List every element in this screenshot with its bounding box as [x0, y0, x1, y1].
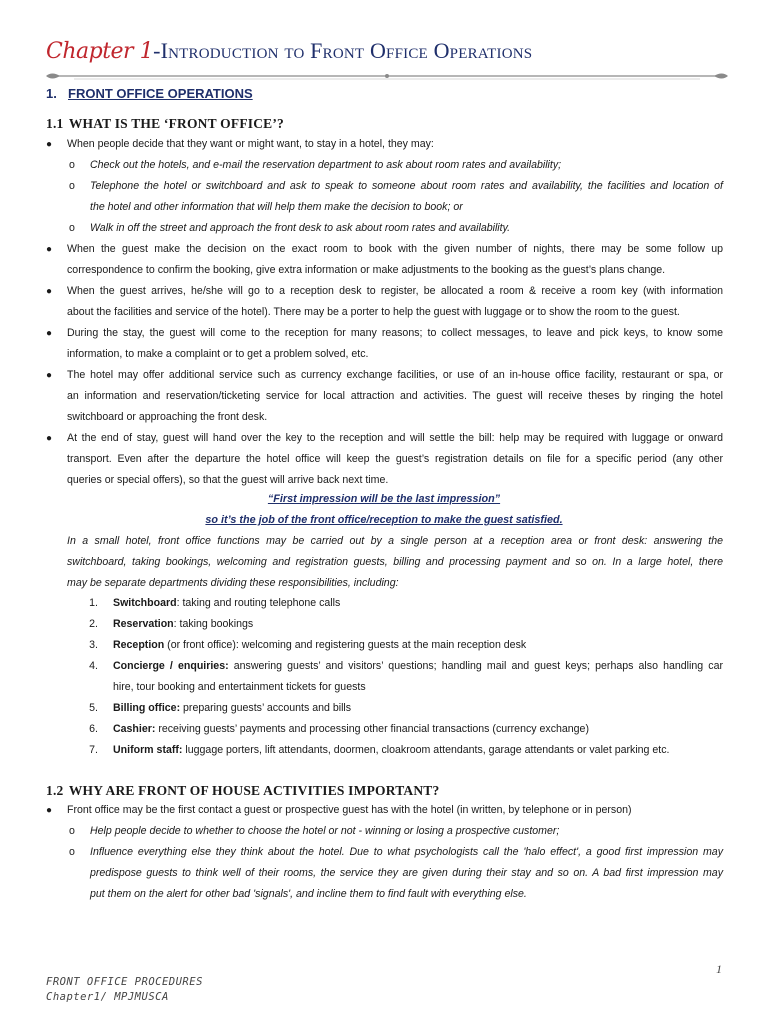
small-hotel-paragraph-line: may be separate departments dividing these responsibilities, including: [67, 577, 399, 589]
department-item [113, 618, 723, 631]
s11-sub-bullet-marker: o [69, 222, 75, 234]
department-term: Reception [113, 639, 165, 651]
s11-sub-bullet-text: Walk in off the street and approach the front desk to ask about room rates and availability. [90, 222, 511, 234]
department-number: 4. [89, 660, 98, 672]
subsection-title: WHAT IS THE ‘FRONT OFFICE’? [68, 116, 285, 131]
s11-bullet-text: When the guest make the decision on the exact room to book with the given number of nights, there may be some follow up [67, 243, 723, 255]
department-description: : taking bookings [173, 618, 254, 630]
s11-bullet-dot: ● [46, 139, 53, 150]
s11-sub-bullet-marker: o [69, 180, 75, 192]
subsection-heading-1-2 [46, 783, 439, 799]
department-description: answering guests’ and visitors’ questions; handling mail and guest keys; perhaps also handling car [228, 660, 723, 672]
department-item-cont: hire, tour booking and entertainment tickets for guests [113, 681, 366, 693]
s11-sub-bullet-text: Telephone the hotel or switchboard and ask to speak to someone about room rates and availability, the facilities and location of [90, 180, 723, 192]
department-number: 2. [89, 618, 98, 630]
s11-bullet-text: At the end of stay, guest will hand over the key to the reception and will settle the bill: help may be required with luggage or onward [67, 432, 723, 444]
page-number: 1 [716, 962, 722, 976]
department-description: receiving guests’ payments and processing other financial transactions (currency exchange) [155, 723, 589, 735]
department-description: : taking and routing telephone calls [176, 597, 341, 609]
department-number: 1. [89, 597, 98, 609]
department-number: 3. [89, 639, 98, 651]
department-number: 5. [89, 702, 98, 714]
s12-sub-bullet-text: Influence everything else they think about the hotel. Due to what psychologists call the 'halo effect', a good first impression may [90, 846, 723, 858]
subsection-title: WHY ARE FRONT OF HOUSE ACTIVITIES IMPORTANT? [68, 783, 440, 798]
s11-sub-bullet-marker: o [69, 159, 75, 171]
s11-bullet-text: an information and reservation/ticketing service for local attraction and activities. The guest will receive theses by ringing the hotel [67, 390, 723, 402]
s11-bullet-text: about the facilities and service of the hotel). There may be a porter to help the guest with luggage or to show the room to the guest. [67, 306, 680, 318]
department-item [113, 723, 723, 736]
department-number: 7. [89, 744, 98, 756]
section-title: FRONT OFFICE OPERATIONS [68, 86, 253, 101]
footer-subtitle: Chapter1/ MPJMUSCA [46, 991, 169, 1003]
s11-bullet-dot: ● [46, 433, 53, 444]
department-description: preparing guests’ accounts and bills [180, 702, 352, 714]
s11-bullet-text: correspondence to confirm the booking, give extra information or make adjustments to the booking as the guest’s plans change. [67, 264, 666, 276]
subsection-number: 1.1 [46, 116, 64, 131]
s12-sub-bullet-text: predispose guests to think well of their rooms, the service they are given during their stay and so on. A bad first impression may [90, 867, 723, 879]
s11-bullet-text: switchboard or approaching the front desk. [67, 411, 268, 423]
department-term: Reservation [113, 618, 174, 630]
s11-bullet-text: information, to make a complaint or to get a problem solved, etc. [67, 348, 369, 360]
s11-bullet-text: During the stay, the guest will come to the reception for many reasons; to collect messages, to leave and pick keys, to know some [67, 327, 723, 339]
chapter-label: Chapter 1 [46, 39, 154, 64]
department-item [113, 639, 723, 652]
s11-bullet-text: transport. Even after the departure the hotel office will keep the guest’s registration details on file for a specific period (any other [67, 453, 723, 465]
department-number: 6. [89, 723, 98, 735]
footer-title: FRONT OFFICE PROCEDURES [46, 976, 203, 988]
department-term: Billing office: [113, 702, 181, 714]
department-description: luggage porters, lift attendants, doormen, cloakroom attendants, garage attendants or valet parking etc. [182, 744, 670, 756]
quote-line-1: “First impression will be the last impression” [267, 493, 501, 505]
s11-bullet-dot: ● [46, 328, 53, 339]
s11-bullet-text: When people decide that they want or might want, to stay in a hotel, they may: [67, 138, 434, 150]
section-heading [46, 86, 253, 101]
small-hotel-paragraph-line: In a small hotel, front office functions may be carried out by a single person at a reception area or front desk: answering the [67, 535, 723, 547]
s11-sub-bullet-text: Check out the hotels, and e-mail the reservation department to ask about room rates and availability; [90, 159, 562, 171]
s12-sub-bullet-marker: o [69, 825, 75, 837]
department-term: Uniform staff: [113, 744, 183, 756]
department-term: Concierge / enquiries: [113, 660, 229, 672]
title-dash: - [153, 38, 161, 63]
ornamental-divider [44, 70, 730, 84]
small-hotel-paragraph-line: switchboard, taking bookings, welcoming and registration guests, billing and processing payment and so on. In a large hotel, there [67, 556, 723, 568]
quote-line-2: so it’s the job of the front office/reception to make the guest satisfied. [205, 514, 563, 526]
department-item [113, 660, 723, 673]
subsection-heading-1-1 [46, 116, 284, 132]
s11-bullet-text: When the guest arrives, he/she will go to a reception desk to register, be allocated a room & receive a room key (with information [67, 285, 723, 297]
chapter-title [46, 38, 736, 72]
s12-bullet-text: Front office may be the first contact a guest or prospective guest has with the hotel (in written, by telephone or in person) [67, 804, 632, 816]
department-term: Switchboard [113, 597, 177, 609]
s11-bullet-dot: ● [46, 370, 53, 381]
s11-bullet-dot: ● [46, 286, 53, 297]
s12-sub-bullet-marker: o [69, 846, 75, 858]
s11-bullet-dot: ● [46, 244, 53, 255]
department-item [113, 702, 723, 715]
s11-bullet-text: queries or special offers), so that the guest will arrive back next time. [67, 474, 389, 486]
s11-sub-bullet-text: the hotel and other information that will help them make the decision to book; or [90, 201, 463, 213]
s12-sub-bullet-text: Help people decide to whether to choose the hotel or not - winning or losing a prospective customer; [90, 825, 560, 837]
s11-bullet-text: The hotel may offer additional service such as currency exchange facilities, or use of an in-house office facility, restaurant or spa, or [67, 369, 723, 381]
section-number: 1. [46, 86, 57, 101]
department-term: Cashier: [113, 723, 156, 735]
department-item [113, 597, 723, 610]
title-text: Introduction to Front Office Operations [160, 38, 533, 63]
subsection-number: 1.2 [46, 783, 64, 798]
department-description: (or front office): welcoming and registering guests at the main reception desk [164, 639, 527, 651]
s12-bullet-dot: ● [46, 805, 53, 816]
department-item [113, 744, 723, 757]
s12-sub-bullet-text: put them on the alert for other bad 'signals', and incline them to find fault with everything else. [90, 888, 527, 900]
